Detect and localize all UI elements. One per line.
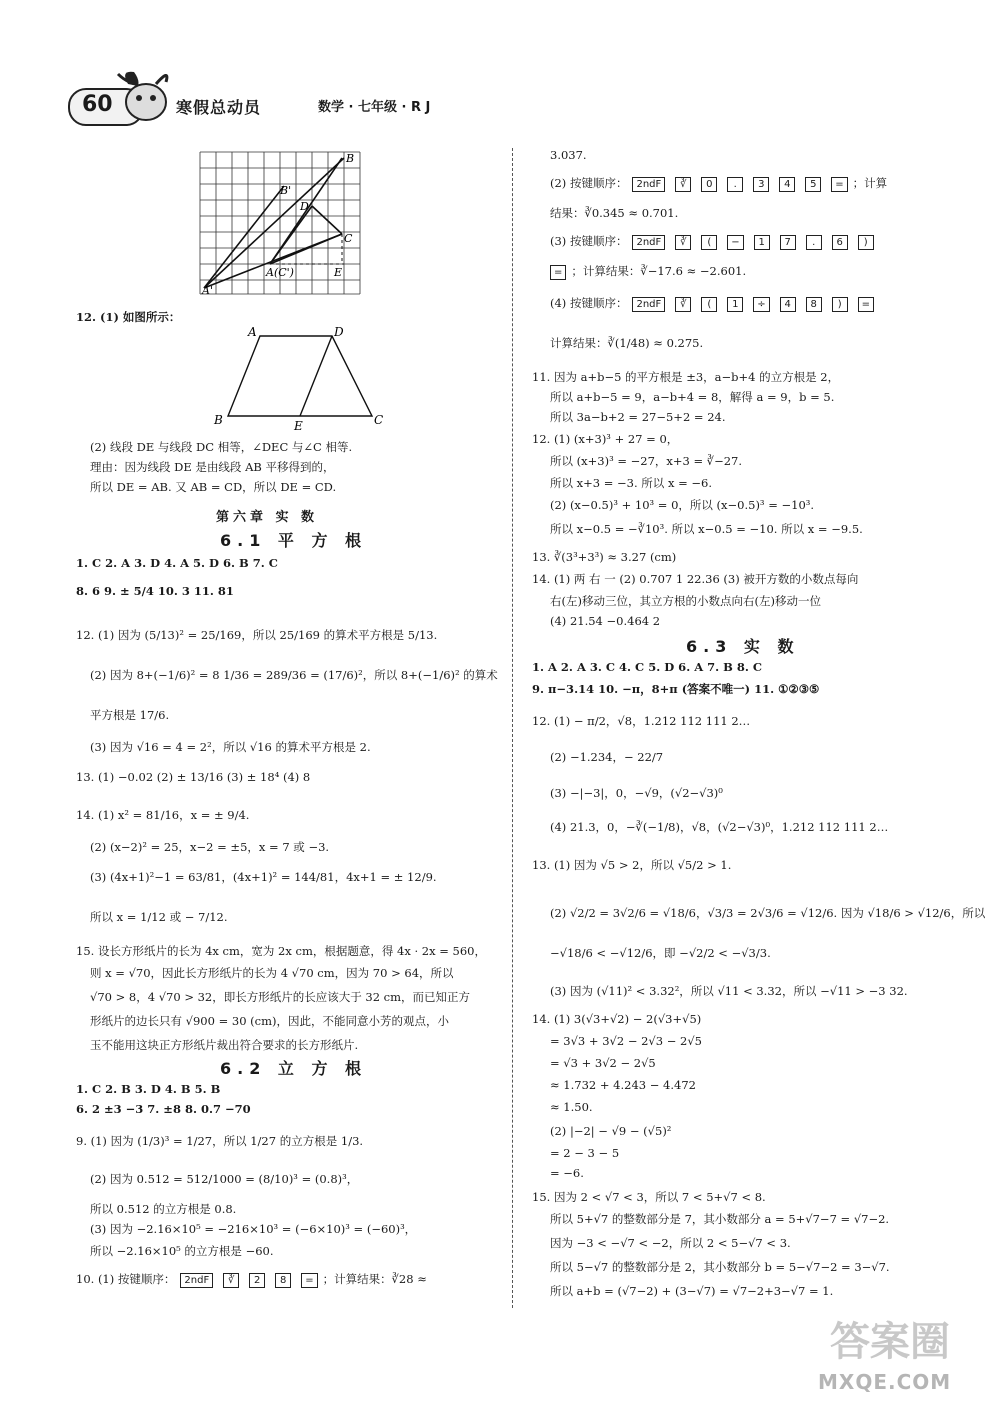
answer-14-3-result: 所以 x = 1/12 或 − 7/12. xyxy=(90,910,228,924)
key-8: 8 xyxy=(275,1273,291,1288)
key-2ndf: 2ndF xyxy=(632,177,665,192)
answer-11-line1: 11. 因为 a+b−5 的平方根是 ±3，a−b+4 的立方根是 2， xyxy=(532,370,840,384)
label-d: D xyxy=(334,325,344,339)
label-b: B xyxy=(346,152,355,165)
label-e: E xyxy=(334,266,343,279)
key-cube-root: ∛ xyxy=(675,297,691,312)
cube-answers-1-5: 1. C 2. B 3. D 4. B 5. B xyxy=(76,1082,221,1096)
key-cube-root: ∛ xyxy=(223,1273,239,1288)
key-equals: = xyxy=(301,1273,317,1288)
answer-14-cube-1: 14. (1) 两 右 一 (2) 0.707 1 22.36 (3) 被开方数的小数点每向 xyxy=(532,572,859,586)
answer-12-reason: 理由：因为线段 DE 是由线段 AB 平移得到的， xyxy=(90,460,335,474)
section-6-3-title: 6.3 实 数 xyxy=(686,637,800,656)
key-2ndf: 2ndF xyxy=(632,235,665,250)
cube-answer-10-2-result: 结果：∛0.345 ≈ 0.701. xyxy=(550,206,679,220)
real-answer-15-line2: 所以 5+√7 的整数部分是 7，其小数部分 a = 5+√7−7 = √7−2. xyxy=(550,1212,890,1226)
key-4: 4 xyxy=(780,297,796,312)
answer-13: 13. (1) −0.02 (2) ± 13/16 (3) ± 18⁴ (4) 8 xyxy=(76,770,311,784)
key-8: 8 xyxy=(806,297,822,312)
answer-15-line2: 则 x = √70，因此长方形纸片的长为 4 √70 cm，因为 70 > 64，所以 xyxy=(90,966,454,980)
key-equals: = xyxy=(550,265,566,280)
answer-12-cube-3: 所以 x+3 = −3. 所以 x = −6. xyxy=(550,476,712,490)
label-a-c-prime: A(C') xyxy=(266,266,294,279)
key-cube-root: ∛ xyxy=(675,177,691,192)
cube-answer-10-2: (2) 按键顺序： 2ndF ∛ 0 . 3 4 5 = ；计算 xyxy=(550,176,888,190)
answer-15-line5: 玉不能用这块正方形纸片裁出符合要求的长方形纸片. xyxy=(90,1038,359,1052)
brand-title: 寒假总动员 xyxy=(176,98,262,117)
label-a: A xyxy=(248,325,257,339)
real-answers-1-8: 1. A 2. A 3. C 4. C 5. D 6. A 7. B 8. C xyxy=(532,660,763,674)
answer-12-cube-5: 所以 x−0.5 = −∛10³. 所以 x−0.5 = −10. 所以 x = −9.5. xyxy=(550,522,863,536)
key-1: 1 xyxy=(727,297,743,312)
real-answer-15-line1: 15. 因为 2 < √7 < 3，所以 7 < 5+√7 < 8. xyxy=(532,1190,766,1204)
key-lparen: ( xyxy=(701,297,717,312)
answer-12-2: (2) 线段 DE 与线段 DC 相等，∠DEC 与∠C 相等. xyxy=(90,440,353,454)
key-7: 7 xyxy=(780,235,796,250)
cube-answer-10-4: (4) 按键顺序： 2ndF ∛ ( 1 ÷ 4 8 ) = xyxy=(550,296,879,312)
key-4: 4 xyxy=(779,177,795,192)
label-c: C xyxy=(374,413,384,427)
answer-12-cube-4: (2) (x−0.5)³ + 10³ = 0，所以 (x−0.5)³ = −10³. xyxy=(550,498,815,512)
key-6: 6 xyxy=(832,235,848,250)
label-d: D xyxy=(300,200,309,213)
real-answer-14-2-step1: = 2 − 3 − 5 xyxy=(550,1146,620,1160)
answer-12-part2: (2) 因为 8+(−1/6)² = 8 1/36 = 289/36 = (17/6)²，所以 8+(−1/6)² 的算术 xyxy=(90,668,498,682)
cube-result-continued: 3.037. xyxy=(550,148,587,162)
real-answer-14-step4: ≈ 1.50. xyxy=(550,1100,593,1114)
real-answer-14-1: 14. (1) 3(√3+√2) − 2(√3+√5) xyxy=(532,1012,702,1026)
answer-15-line4: 形纸片的边长只有 √900 = 30 (cm)，因此，不能同意小芳的观点，小 xyxy=(90,1014,449,1028)
real-answer-14-step1: = 3√3 + 3√2 − 2√3 − 2√5 xyxy=(550,1034,702,1048)
key-cube-root: ∛ xyxy=(675,235,691,250)
label-b-prime: B' xyxy=(280,184,292,197)
answer-12-cube-1: 12. (1) (x+3)³ + 27 = 0， xyxy=(532,432,679,446)
real-answer-12-1: 12. (1) − π/2，√8，1.212 112 111 2… xyxy=(532,714,751,728)
cube-answer-9-2: (2) 因为 0.512 = 512/1000 = (8/10)³ = (0.8)³， xyxy=(90,1172,359,1186)
answer-12-part1: 12. (1) 因为 (5/13)² = 25/169，所以 25/169 的算术平方根是 5/13. xyxy=(76,628,438,642)
cube-answers-6-8: 6. 2 ±3 −3 7. ±8 8. 0.7 −70 xyxy=(76,1102,251,1116)
real-answer-13-3: (3) 因为 (√11)² < 3.32²，所以 √11 < 3.32，所以 −√11 > −3 32. xyxy=(550,984,908,998)
real-answer-14-step2: = √3 + 3√2 − 2√5 xyxy=(550,1056,656,1070)
key-equals: = xyxy=(831,177,847,192)
answer-15-line1: 15. 设长方形纸片的长为 4x cm，宽为 2x cm，根据题意，得 4x · 2x = 560， xyxy=(76,944,486,958)
label-a-prime: A' xyxy=(202,284,213,297)
cube-answer-10-1: 10. (1) 按键顺序： 2ndF ∛ 2 8 = ；计算结果：∛28 ≈ xyxy=(76,1272,427,1286)
real-answers-9-11: 9. π−3.14 10. −π，8+π (答案不唯一) 11. ①②③⑤ xyxy=(532,682,820,696)
real-answer-14-step3: ≈ 1.732 + 4.243 − 4.472 xyxy=(550,1078,696,1092)
key-2ndf: 2ndF xyxy=(632,297,665,312)
real-answer-13-1: 13. (1) 因为 √5 > 2，所以 √5/2 > 1. xyxy=(532,858,732,872)
real-answer-12-4: (4) 21.3，0，−∛(−1/8)，√8，(√2−√3)⁰，1.212 112 111 2… xyxy=(550,820,889,834)
subject-label: 数学 · 七年级 · R J xyxy=(318,100,431,115)
key-0: 0 xyxy=(701,177,717,192)
page-number: 60 xyxy=(82,92,113,117)
cube-answer-10-3-result: = ；计算结果：∛−17.6 ≈ −2.601. xyxy=(550,264,746,280)
mascot-icon xyxy=(112,62,174,126)
key-1: 1 xyxy=(754,235,770,250)
real-answer-15-line5: 所以 a+b = (√7−2) + (3−√7) = √7−2+3−√7 = 1. xyxy=(550,1284,834,1298)
real-answer-12-3: (3) −|−3|，0，−√9，(√2−√3)⁰ xyxy=(550,786,723,800)
section-6-2-title: 6.2 立 方 根 xyxy=(220,1059,368,1078)
cube-answer-10-4-result: 计算结果：∛(1/48) ≈ 0.275. xyxy=(550,336,704,350)
real-answer-13-2-result: −√18/6 < −√12/6，即 −√2/2 < −√3/3. xyxy=(550,946,771,960)
answers-8-11: 8. 6 9. ± 5/4 10. 3 11. 81 xyxy=(76,584,234,598)
cube-answer-9-2-result: 所以 0.512 的立方根是 0.8. xyxy=(90,1202,237,1216)
cube-answer-10-3: (3) 按键顺序： 2ndF ∛ ( − 1 7 . 6 ) xyxy=(550,234,879,250)
key-dot: . xyxy=(727,177,743,192)
real-answer-12-2: (2) −1.234，− 22/7 xyxy=(550,750,664,764)
cube-answer-9-1: 9. (1) 因为 (1/3)³ = 1/27，所以 1/27 的立方根是 1/3. xyxy=(76,1134,364,1148)
answer-12-part3: (3) 因为 √16 = 4 = 2²，所以 √16 的算术平方根是 2. xyxy=(90,740,371,754)
answer-14-2: (2) (x−2)² = 25，x−2 = ±5，x = 7 或 −3. xyxy=(90,840,330,854)
answers-1-7: 1. C 2. A 3. D 4. A 5. D 6. B 7. C xyxy=(76,556,278,570)
cube-answer-9-3-result: 所以 −2.16×10⁵ 的立方根是 −60. xyxy=(90,1244,274,1258)
watermark-logo: 答案圈 xyxy=(830,1319,950,1365)
key-rparen: ) xyxy=(858,235,874,250)
real-answer-15-line3: 因为 −3 < −√7 < −2，所以 2 < 5−√7 < 3. xyxy=(550,1236,791,1250)
watermark-text: MXQE.COM xyxy=(818,1370,952,1394)
key-rparen: ) xyxy=(832,297,848,312)
real-answer-14-2-step2: = −6. xyxy=(550,1166,584,1180)
key-equals: = xyxy=(858,297,874,312)
key-5: 5 xyxy=(805,177,821,192)
key-3: 3 xyxy=(753,177,769,192)
key-dot: . xyxy=(806,235,822,250)
answer-11-line3: 所以 3a−b+2 = 27−5+2 = 24. xyxy=(550,410,726,424)
label-b: B xyxy=(214,413,223,427)
cube-answer-9-3: (3) 因为 −2.16×10⁵ = −216×10³ = (−6×10)³ = (−60)³， xyxy=(90,1222,417,1236)
real-answer-14-2: (2) |−2| − √9 − (√5)² xyxy=(550,1124,672,1138)
answer-13-cube: 13. ∛(3³+3³) ≈ 3.27 (cm) xyxy=(532,550,677,564)
label-c: C xyxy=(344,232,353,245)
key-lparen: ( xyxy=(701,235,717,250)
answer-11-line2: 所以 a+b−5 = 9，a−b+4 = 8，解得 a = 9，b = 5. xyxy=(550,390,835,404)
answer-14-3: (3) (4x+1)²−1 = 63/81，(4x+1)² = 144/81，4x+1 = ± 12/9. xyxy=(90,870,437,884)
key-divide: ÷ xyxy=(753,297,769,312)
chapter-title: 第六章 实 数 xyxy=(216,510,319,525)
answer-12-conclusion: 所以 DE = AB. 又 AB = CD，所以 DE = CD. xyxy=(90,480,337,494)
real-answer-13-2: (2) √2/2 = 3√2/6 = √18/6，√3/3 = 2√3/6 = √12/6. 因为 √18/6 > √12/6，所以 xyxy=(550,906,986,920)
answer-12-1: 12. (1) 如图所示： xyxy=(76,310,181,324)
answer-12-cube-2: 所以 (x+3)³ = −27，x+3 = ∛−27. xyxy=(550,454,743,468)
column-divider xyxy=(512,148,513,1308)
key-minus: − xyxy=(727,235,743,250)
key-2ndf: 2ndF xyxy=(180,1273,213,1288)
answer-12-part2-result: 平方根是 17/6. xyxy=(90,708,170,722)
label-e: E xyxy=(294,419,303,432)
key-2: 2 xyxy=(249,1273,265,1288)
grid-figure xyxy=(196,148,366,298)
answer-15-line3: √70 > 8，4 √70 > 32，即长方形纸片的长应该大于 32 cm，而已知正方 xyxy=(90,990,471,1004)
answer-14-1: 14. (1) x² = 81/16，x = ± 9/4. xyxy=(76,808,250,822)
real-answer-15-line4: 所以 5−√7 的整数部分是 2，其小数部分 b = 5−√7−2 = 3−√7. xyxy=(550,1260,890,1274)
answer-14-cube-3: (4) 21.54 −0.464 2 xyxy=(550,614,661,628)
section-6-1-title: 6.1 平 方 根 xyxy=(220,531,368,550)
trapezoid-figure xyxy=(200,322,390,432)
answer-14-cube-2: 右(左)移动三位，其立方根的小数点向右(左)移动一位 xyxy=(550,594,821,608)
